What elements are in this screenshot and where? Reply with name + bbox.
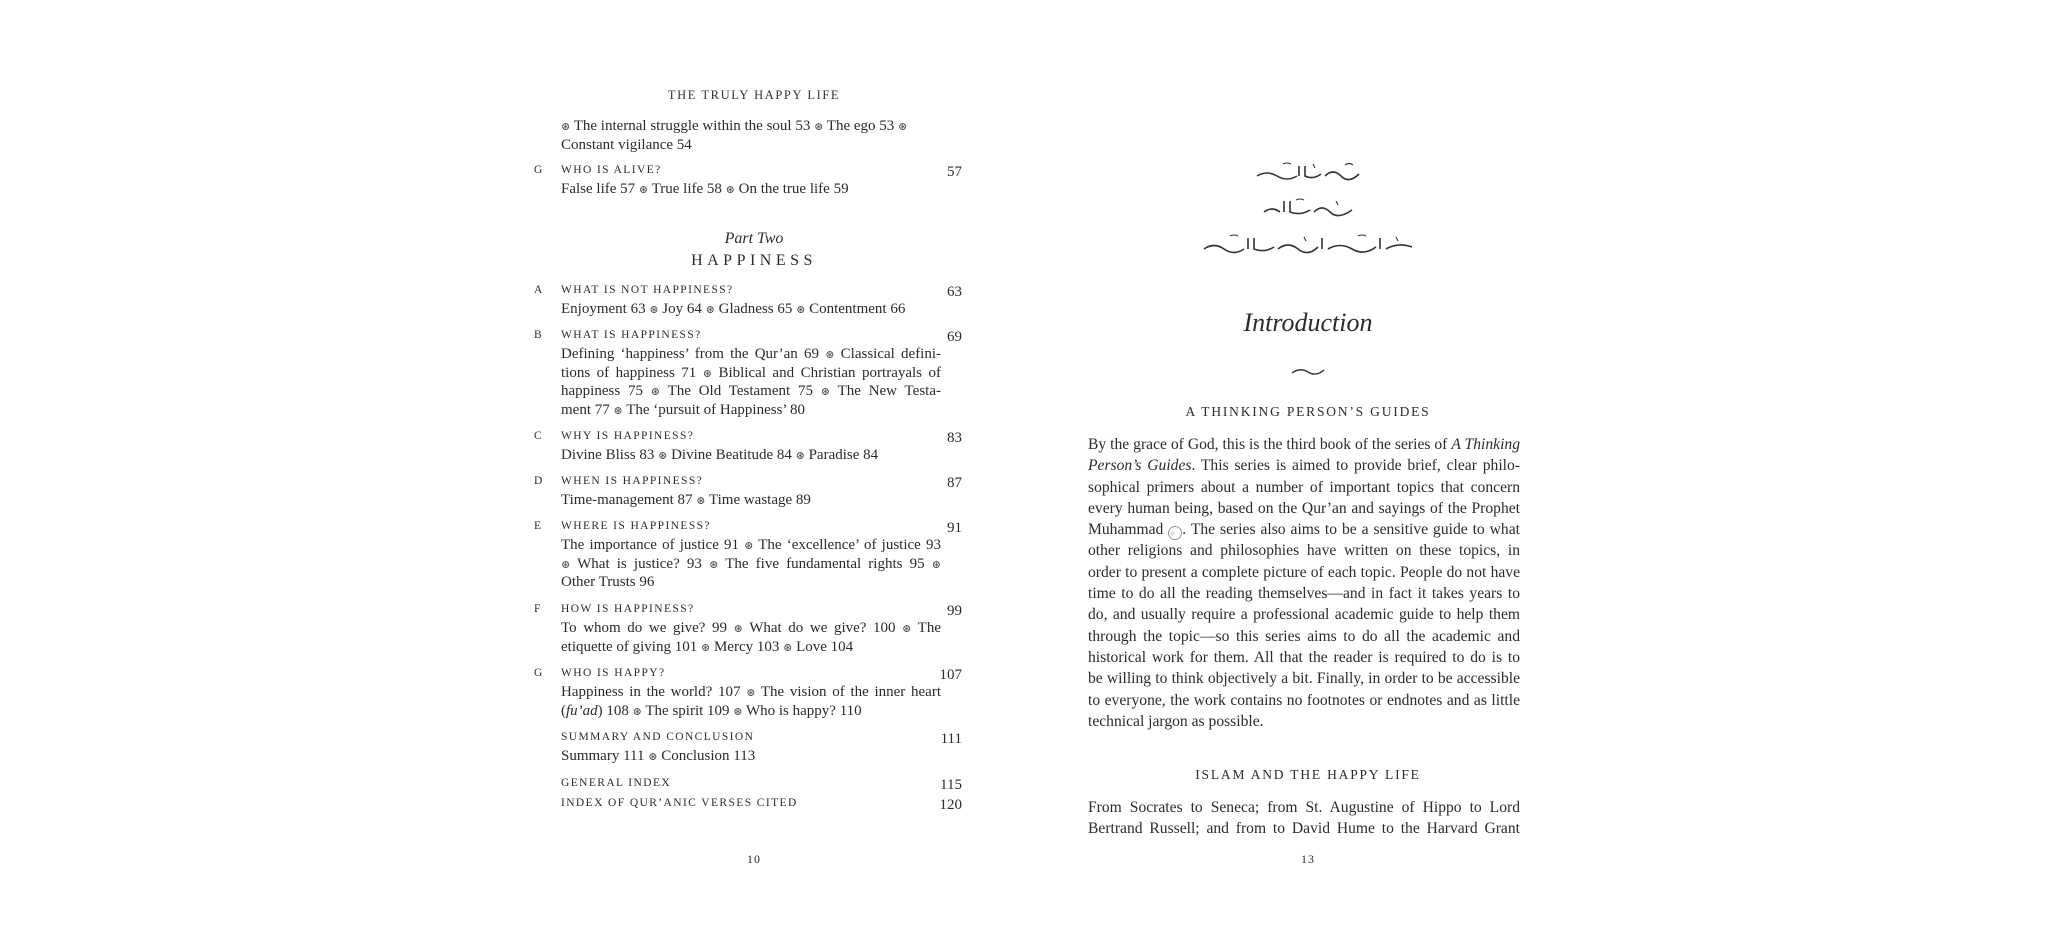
ornament-icon: ⊛ <box>725 184 735 196</box>
body-paragraph <box>1088 434 1520 732</box>
ornament-icon: ⊛ <box>632 705 642 718</box>
toc-subentry: The New Testa- <box>837 383 941 399</box>
toc-subentry: The Old Testament 75 <box>667 383 821 399</box>
ornament-icon: ⊛ <box>898 121 908 133</box>
toc-letter: B <box>534 329 544 341</box>
toc-subentry: What do we give? 100 <box>749 620 903 636</box>
text-line: do, and usually require a professional academic guide to help them <box>1088 606 1520 624</box>
toc-letter: C <box>534 430 544 442</box>
toc-subentry: The internal struggle within the soul 53 <box>573 118 815 134</box>
toc-subentry: ment 77 <box>561 401 614 418</box>
text-run: . This series is aimed to provide brief, clear philo- <box>1191 457 1520 475</box>
ornament-icon: ⊛ <box>709 558 719 571</box>
toc-subentry: happiness 75 <box>561 383 651 399</box>
toc-subentries <box>561 747 941 766</box>
text-line: time to do all the reading themselves—and in fact it takes years to <box>1088 585 1520 603</box>
toc-subentry: The ‘pursuit of Happiness’ 80 <box>626 401 806 418</box>
toc-subentry: etiquette of giving 101 <box>561 638 701 655</box>
calligraphy-icon <box>1260 196 1356 218</box>
toc-subentries <box>561 491 941 510</box>
toc-page-number: 99 <box>947 603 962 619</box>
toc-subentry: Love 104 <box>796 638 854 655</box>
arabic-calligraphy-basmala <box>1088 160 1528 187</box>
text-line: From Socrates to Seneca; from St. Augustine of Hippo to Lord <box>1088 799 1520 816</box>
text-line: to everyone, the work contains no footnotes or endnotes and as little <box>1088 691 1520 709</box>
toc-heading: WHEN IS HAPPINESS? <box>561 475 704 487</box>
toc-heading: WHO IS HAPPY? <box>561 667 666 679</box>
toc-heading: HOW IS HAPPINESS? <box>561 603 695 615</box>
toc-subentries <box>561 683 941 720</box>
toc-subentry: ) 108 <box>597 702 633 719</box>
ornament-icon: ⊛ <box>931 558 942 571</box>
toc-letter: G <box>534 667 544 679</box>
ornament-icon: ⊛ <box>733 623 743 635</box>
ornament-icon: ⊛ <box>650 386 661 398</box>
toc-heading: WHAT IS HAPPINESS? <box>561 329 702 341</box>
toc-heading: SUMMARY AND CONCLUSION <box>561 731 755 743</box>
ornament-icon: ⊛ <box>649 304 659 316</box>
toc-page-number: 91 <box>947 520 962 536</box>
toc-subentries <box>561 345 941 419</box>
ornament-icon: ⊛ <box>561 558 571 571</box>
page-number: 13 <box>1301 852 1315 866</box>
toc-subentry: Enjoyment 63 <box>561 301 650 317</box>
toc-subentry: Summary 111 <box>561 748 649 764</box>
ornament-icon: ⊛ <box>746 687 756 699</box>
toc-page-number: 69 <box>947 329 962 345</box>
toc-page-number: 87 <box>947 475 962 491</box>
ornament-icon: ⊛ <box>744 540 754 552</box>
page-number: 10 <box>747 852 761 866</box>
toc-subentry: What is justice? 93 <box>577 555 710 572</box>
toc-subentry: Classical defini- <box>840 346 942 362</box>
swash-ornament-icon <box>1288 364 1328 378</box>
toc-subentry: The <box>917 620 941 636</box>
toc-subentry: The ego 53 <box>826 118 899 134</box>
ornament-icon: ⊛ <box>796 304 806 316</box>
text-line: other religions and philosophies have written on these topics, in <box>1088 542 1520 560</box>
toc-subentry: Joy 64 <box>662 301 706 317</box>
toc-subentry: Gladness 65 <box>718 301 797 317</box>
toc-subentry: Time-management 87 <box>561 492 697 508</box>
right-page <box>1088 0 1528 948</box>
toc-subentry: Paradise 84 <box>808 447 879 463</box>
ornament-icon: ⊛ <box>658 450 668 462</box>
toc-page-number: 83 <box>947 430 962 446</box>
text-line: historical work for them. All that the reader is required to do is to <box>1088 648 1520 666</box>
toc-subentry: Happiness in the world? 107 <box>561 684 747 700</box>
ornament-icon: ⊛ <box>700 641 711 654</box>
toc-page-number: 120 <box>939 797 962 813</box>
toc-subentry: Who is happy? 110 <box>745 702 862 719</box>
ornament-icon: ⊛ <box>733 705 743 718</box>
toc-letter: E <box>534 520 543 532</box>
toc-letter: A <box>534 284 544 296</box>
toc-subentry: On the true life 59 <box>738 181 849 197</box>
text-line: Bertrand Russell; and from to David Hume to the Harvard Grant <box>1088 820 1520 838</box>
toc-subentry: Biblical and Christian portrayals of <box>718 364 941 381</box>
toc-subentry: The five fundamental rights 95 <box>725 555 932 572</box>
toc-page-number: 63 <box>947 284 962 300</box>
series-title-italic: A Thinking <box>1451 436 1520 453</box>
toc-subentry: The ‘excellence’ of justice 93 <box>758 537 941 553</box>
ornament-icon: ⊛ <box>613 404 623 417</box>
toc-subentry: The importance of justice 91 <box>561 537 745 553</box>
ornament-icon: ⊛ <box>638 184 649 196</box>
ornament-icon: ⊛ <box>783 641 793 654</box>
toc-subentry: Defining ‘happiness’ from the Qur’an 69 <box>561 346 826 362</box>
toc-subentry: To whom do we give? 99 <box>561 620 734 636</box>
text-line: sophical primers about a number of important topics that concern <box>1088 478 1520 496</box>
toc-page-number: 111 <box>940 731 962 747</box>
text-line: technical jargon as possible. <box>1088 712 1264 730</box>
toc-heading: WHERE IS HAPPINESS? <box>561 520 711 532</box>
chapter-title: Introduction <box>1243 308 1373 337</box>
toc-page-number: 115 <box>940 777 962 793</box>
toc-subentry: Time wastage 89 <box>708 492 811 508</box>
ornament-icon: ⊛ <box>820 386 831 398</box>
calligraphy-icon <box>1253 160 1363 182</box>
toc-page-number: 57 <box>947 164 962 180</box>
toc-subentries <box>561 180 941 199</box>
left-page <box>534 0 974 948</box>
arabic-calligraphy-hamdala <box>1088 196 1528 223</box>
toc-subentry: Constant vigilance 54 <box>561 136 692 153</box>
toc-heading: INDEX OF QUR’ANIC VERSES CITED <box>561 797 798 809</box>
toc-subentry: tions of happiness 71 <box>561 364 703 381</box>
text-line: every human being, based on the Qur’an and sayings of the Prophet <box>1088 499 1520 517</box>
toc-subentry: ( <box>561 702 566 719</box>
toc-subentry: True life 58 <box>651 181 726 197</box>
ornament-icon: ⊛ <box>825 349 835 361</box>
section-heading: A THINKING PERSON’S GUIDES <box>1185 404 1431 419</box>
ornament-icon: ⊛ <box>648 751 658 763</box>
toc-subentries <box>561 536 941 592</box>
toc-subentries <box>561 619 941 656</box>
part-title: Part Two <box>724 230 784 247</box>
toc-subentry: Divine Beatitude 84 <box>671 447 796 463</box>
ornament-icon: ⊛ <box>814 121 824 133</box>
ornament-icon: ⊛ <box>705 304 715 316</box>
toc-subentry-italic: fu’ad <box>566 702 598 719</box>
toc-subentry: False life 57 <box>561 181 639 197</box>
toc-subentry: Conclusion 113 <box>661 748 756 764</box>
toc-subentry: The vision of the inner heart <box>760 684 941 700</box>
running-head: THE TRULY HAPPY LIFE <box>667 88 841 102</box>
toc-letter: G <box>534 164 544 176</box>
text-line: order to present a complete picture of each topic. People do not have <box>1088 563 1520 581</box>
honorific-seal-icon: ☼ <box>1168 526 1182 540</box>
arabic-calligraphy-salawat <box>1088 232 1528 261</box>
toc-letter: F <box>534 603 542 615</box>
section-heading: ISLAM AND THE HAPPY LIFE <box>1195 767 1421 782</box>
text-line: be willing to think objectively a bit. Finally, in order to be accessible <box>1088 670 1520 688</box>
calligraphy-icon <box>1200 232 1416 256</box>
toc-subentries <box>561 300 941 319</box>
toc-heading: GENERAL INDEX <box>561 777 672 789</box>
toc-subentries <box>561 446 941 465</box>
ornament-icon: ⊛ <box>696 495 706 507</box>
toc-letter: D <box>534 475 544 487</box>
text-run: By the grace of God, this is the third book of the series of <box>1088 436 1452 453</box>
text-line: through the topic—so this series aims to do all the academic and <box>1088 627 1520 645</box>
series-title-italic: Person’s Guides <box>1088 457 1192 475</box>
toc-heading: WHO IS ALIVE? <box>561 164 662 176</box>
toc-subentry: Other Trusts 96 <box>561 574 655 590</box>
part-name: HAPPINESS <box>691 252 817 269</box>
ornament-icon: ⊛ <box>902 623 912 635</box>
toc-subentries <box>561 117 941 154</box>
toc-heading: WHAT IS NOT HAPPINESS? <box>561 284 734 296</box>
toc-heading: WHY IS HAPPINESS? <box>561 430 695 442</box>
toc-page-number: 107 <box>939 667 962 683</box>
ornament-icon: ⊛ <box>795 450 805 462</box>
ornament-icon: ⊛ <box>561 121 571 133</box>
toc-subentry: Divine Bliss 83 <box>561 447 659 463</box>
ornament-icon: ⊛ <box>702 367 712 380</box>
text-run: . The series also aims to be a sensitive guide to what <box>1182 521 1520 539</box>
body-paragraph <box>1088 797 1520 840</box>
toc-subentry: Contentment 66 <box>809 301 906 317</box>
text-run: Muhammad <box>1088 521 1169 539</box>
toc-subentry: Mercy 103 <box>713 638 784 655</box>
toc-subentry: The spirit 109 <box>645 702 734 719</box>
